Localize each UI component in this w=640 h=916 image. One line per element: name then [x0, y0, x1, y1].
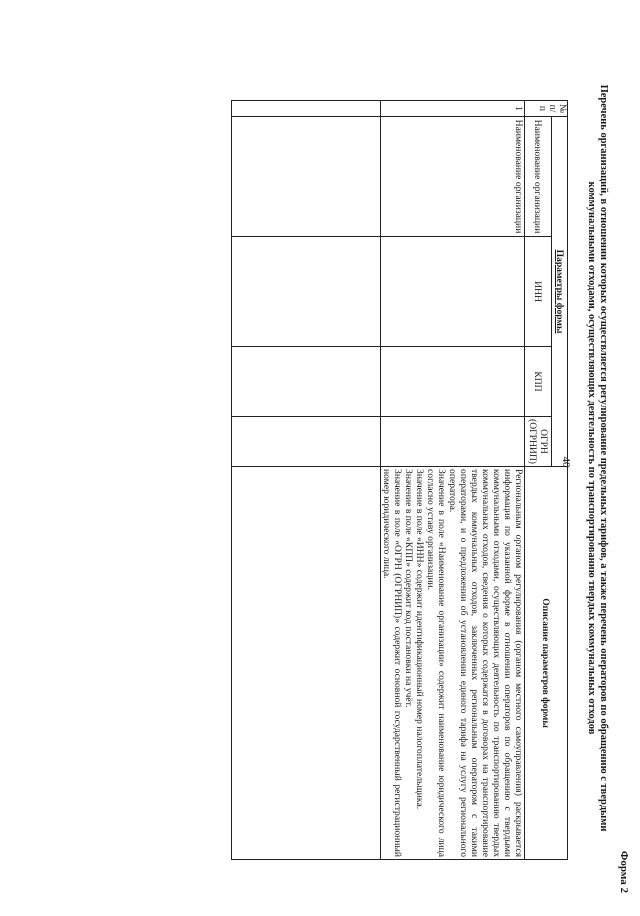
row-num: 1 [381, 101, 525, 117]
row-description [381, 467, 525, 860]
document-title: Перечень организаций, в отношении которых осуществляется регулирование предельных тарифов, а также перечень операторов по обращению с твердыми коммунальными отходами, осуществляющих деятельность по транспортированию твердых коммунальных отходов [586, 84, 609, 832]
description-paragraph: Значение в поле «КПП» содержит код постановки на учёт. [403, 469, 414, 708]
form-parameters-table [231, 100, 568, 860]
header-description: Описание параметров формы [525, 467, 568, 860]
empty-cell [232, 417, 381, 467]
header-ogrn: ОГРН (ОГРНИП) [525, 417, 552, 467]
empty-cell [232, 347, 381, 417]
description-paragraph: Значение в поле «ОГРН (ОГРНИП)» содержит основной государственный регистрационный номер юридического лица. [381, 469, 403, 858]
empty-cell [232, 237, 381, 347]
header-params: Параметры формы [552, 117, 568, 467]
table-row [381, 101, 525, 860]
header-num: № п/п [525, 101, 568, 117]
rotated-document [0, 8, 640, 908]
description-paragraph: Региональным органом регулирования (органом местного самоуправления) раскрывается информация по указанной форме в отношении операторов по обращению с твердыми коммунальными отходами, осуществляющих деятельность по транспортированию твердых коммунальных отходов, сведения о которых содержатся в договорах на транспортирование твердых коммунальных отходов, заключенных региональным оператором с такими операторами, и о предложении об установлении единого тарифа на услугу регионального оператора. [447, 469, 524, 858]
table-row-empty [232, 101, 381, 860]
description-paragraph: Значение в поле «ИНН» содержит идентификационный номер налогоплательщика. [414, 469, 425, 810]
header-kpp: КПП [525, 347, 552, 417]
row-kpp [381, 347, 525, 417]
header-inn: ИНН [525, 237, 552, 347]
page-number: 40 [560, 456, 572, 468]
empty-cell [232, 101, 381, 117]
description-paragraph: Значение в поле «Наименование организации» содержит наименование юридического лица согласно уставу организации. [425, 469, 447, 858]
empty-cell [232, 117, 381, 237]
row-ogrn [381, 417, 525, 467]
row-inn [381, 237, 525, 347]
form-label: Форма 2 [618, 850, 630, 893]
row-name: Наименование организации [381, 117, 525, 237]
empty-cell [232, 467, 381, 860]
header-name: Наименование организации [525, 117, 552, 237]
